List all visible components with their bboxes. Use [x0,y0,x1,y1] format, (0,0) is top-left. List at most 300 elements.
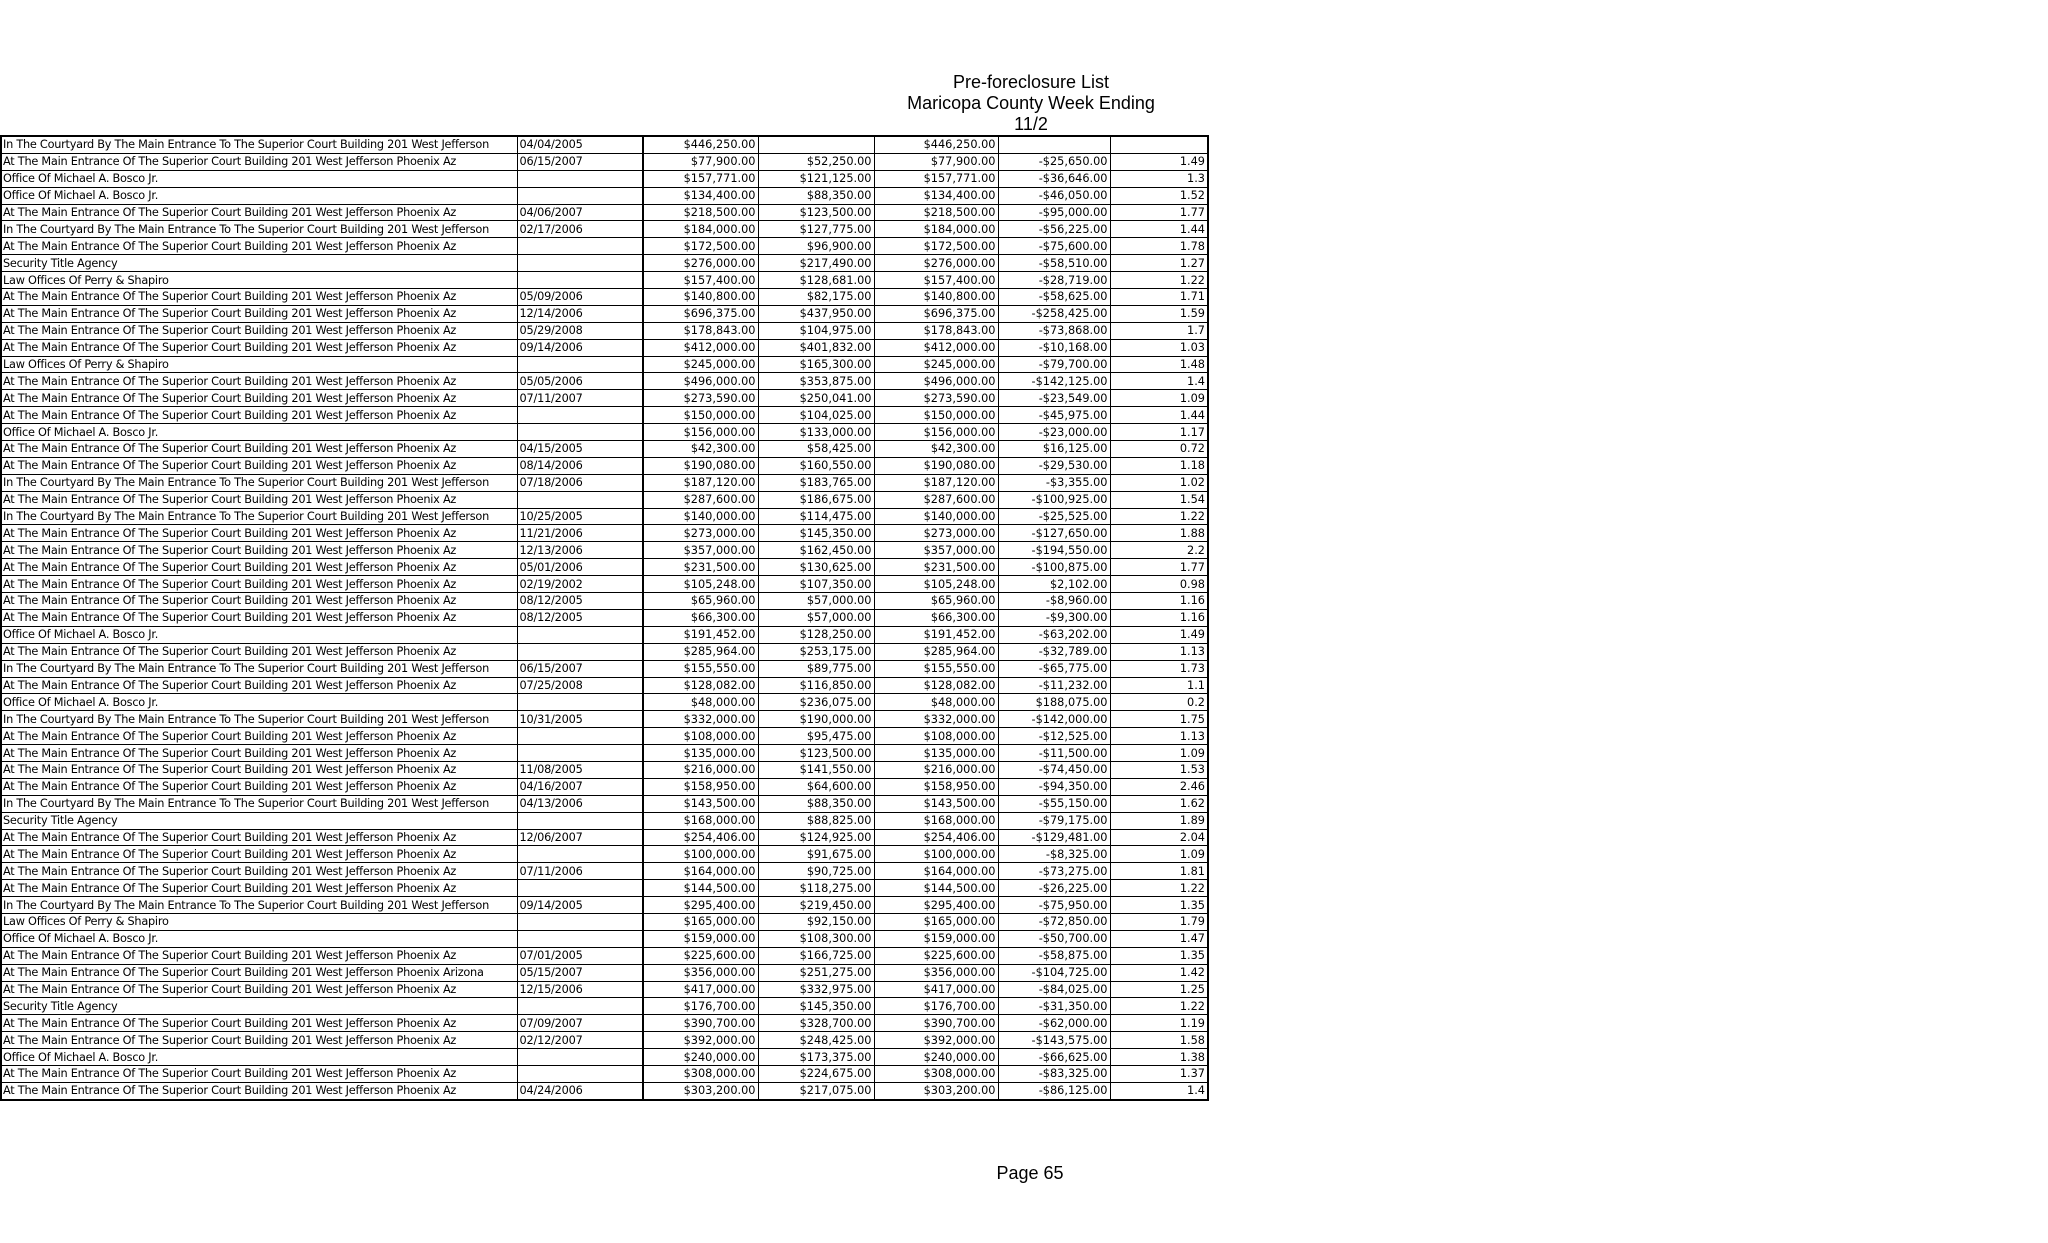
sale-location-cell: Security Title Agency [1,998,517,1015]
sale-location-cell: At The Main Entrance Of The Superior Court Building 201 West Jefferson Phoenix Az [1,778,517,795]
table-row [1,1015,1208,1032]
table-row [1,660,1208,677]
recording-date-cell: 02/12/2007 [517,1032,643,1049]
loan-amount-cell: $128,082.00 [643,677,758,694]
sale-location-cell: In The Courtyard By The Main Entrance To The Superior Court Building 201 West Jefferson [1,136,517,153]
ratio-cell: 1.44 [1110,221,1208,238]
sale-location-cell: At The Main Entrance Of The Superior Court Building 201 West Jefferson Phoenix Az [1,677,517,694]
sale-location-cell: In The Courtyard By The Main Entrance To The Superior Court Building 201 West Jefferson [1,897,517,914]
ratio-cell: 1.81 [1110,863,1208,880]
table-row [1,778,1208,795]
loan-amount-cell: $295,400.00 [643,897,758,914]
preforeclosure-table [0,135,1209,1101]
ratio-cell [1110,136,1208,153]
ratio-cell: 1.52 [1110,187,1208,204]
difference-cell: -$58,875.00 [998,947,1110,964]
amount-cell: $156,000.00 [874,424,998,441]
amount-cell: $77,900.00 [874,153,998,170]
amount-cell: $128,082.00 [874,677,998,694]
amount-cell: $245,000.00 [874,356,998,373]
difference-cell [998,136,1110,153]
sale-location-cell: At The Main Entrance Of The Superior Court Building 201 West Jefferson Phoenix Az [1,305,517,322]
recording-date-cell: 12/06/2007 [517,829,643,846]
recording-date-cell: 12/14/2006 [517,305,643,322]
loan-amount-cell: $165,000.00 [643,913,758,930]
assessed-value-cell: $82,175.00 [758,289,874,306]
amount-cell: $285,964.00 [874,643,998,660]
recording-date-cell: 07/11/2007 [517,390,643,407]
ratio-cell: 1.49 [1110,626,1208,643]
recording-date-cell [517,272,643,289]
table-row [1,356,1208,373]
difference-cell: $16,125.00 [998,441,1110,458]
sale-location-cell: In The Courtyard By The Main Entrance To The Superior Court Building 201 West Jefferson [1,221,517,238]
ratio-cell: 1.19 [1110,1015,1208,1032]
table-row [1,474,1208,491]
ratio-cell: 0.72 [1110,441,1208,458]
assessed-value-cell: $332,975.00 [758,981,874,998]
assessed-value-cell: $123,500.00 [758,204,874,221]
assessed-value-cell: $145,350.00 [758,998,874,1015]
assessed-value-cell [758,136,874,153]
sale-location-cell: At The Main Entrance Of The Superior Court Building 201 West Jefferson Phoenix Az [1,289,517,306]
sale-location-cell: At The Main Entrance Of The Superior Court Building 201 West Jefferson Phoenix Az [1,153,517,170]
recording-date-cell [517,356,643,373]
amount-cell: $159,000.00 [874,930,998,947]
loan-amount-cell: $172,500.00 [643,238,758,255]
sale-location-cell: In The Courtyard By The Main Entrance To The Superior Court Building 201 West Jefferson [1,660,517,677]
difference-cell: -$46,050.00 [998,187,1110,204]
loan-amount-cell: $254,406.00 [643,829,758,846]
difference-cell: -$127,650.00 [998,525,1110,542]
recording-date-cell [517,846,643,863]
recording-date-cell [517,187,643,204]
recording-date-cell: 06/15/2007 [517,660,643,677]
loan-amount-cell: $190,080.00 [643,457,758,474]
difference-cell: -$86,125.00 [998,1082,1110,1099]
amount-cell: $225,600.00 [874,947,998,964]
difference-cell: $188,075.00 [998,694,1110,711]
amount-cell: $105,248.00 [874,576,998,593]
loan-amount-cell: $231,500.00 [643,559,758,576]
table-row [1,204,1208,221]
amount-cell: $143,500.00 [874,795,998,812]
difference-cell: -$142,000.00 [998,711,1110,728]
loan-amount-cell: $168,000.00 [643,812,758,829]
sale-location-cell: Office Of Michael A. Bosco Jr. [1,626,517,643]
table-row [1,424,1208,441]
ratio-cell: 1.78 [1110,238,1208,255]
difference-cell: -$194,550.00 [998,542,1110,559]
assessed-value-cell: $251,275.00 [758,964,874,981]
recording-date-cell: 04/15/2005 [517,441,643,458]
assessed-value-cell: $116,850.00 [758,677,874,694]
amount-cell: $392,000.00 [874,1032,998,1049]
table-row [1,947,1208,964]
difference-cell: -$3,355.00 [998,474,1110,491]
assessed-value-cell: $57,000.00 [758,609,874,626]
amount-cell: $190,080.00 [874,457,998,474]
difference-cell: -$84,025.00 [998,981,1110,998]
amount-cell: $446,250.00 [874,136,998,153]
ratio-cell: 1.59 [1110,305,1208,322]
assessed-value-cell: $160,550.00 [758,457,874,474]
ratio-cell: 2.2 [1110,542,1208,559]
table-row [1,289,1208,306]
ratio-cell: 1.89 [1110,812,1208,829]
loan-amount-cell: $276,000.00 [643,255,758,272]
loan-amount-cell: $216,000.00 [643,761,758,778]
amount-cell: $276,000.00 [874,255,998,272]
ratio-cell: 1.58 [1110,1032,1208,1049]
table-row [1,728,1208,745]
assessed-value-cell: $107,350.00 [758,576,874,593]
ratio-cell: 1.27 [1110,255,1208,272]
sale-location-cell: Office Of Michael A. Bosco Jr. [1,930,517,947]
table-row [1,761,1208,778]
table-row [1,407,1208,424]
loan-amount-cell: $176,700.00 [643,998,758,1015]
recording-date-cell: 04/16/2007 [517,778,643,795]
difference-cell: -$50,700.00 [998,930,1110,947]
recording-date-cell [517,913,643,930]
ratio-cell: 1.53 [1110,761,1208,778]
ratio-cell: 1.35 [1110,897,1208,914]
difference-cell: -$45,975.00 [998,407,1110,424]
ratio-cell: 1.37 [1110,1065,1208,1082]
page-title: Pre-foreclosure List [952,72,1110,92]
difference-cell: -$25,525.00 [998,508,1110,525]
ratio-cell: 1.71 [1110,289,1208,306]
loan-amount-cell: $696,375.00 [643,305,758,322]
amount-cell: $390,700.00 [874,1015,998,1032]
sale-location-cell: At The Main Entrance Of The Superior Court Building 201 West Jefferson Phoenix Az [1,829,517,846]
page-number: Page 65 [996,1163,1064,1183]
amount-cell: $254,406.00 [874,829,998,846]
sale-location-cell: At The Main Entrance Of The Superior Court Building 201 West Jefferson Phoenix Az [1,457,517,474]
sale-location-cell: At The Main Entrance Of The Superior Court Building 201 West Jefferson Phoenix Az [1,761,517,778]
difference-cell: -$62,000.00 [998,1015,1110,1032]
loan-amount-cell: $273,000.00 [643,525,758,542]
loan-amount-cell: $140,000.00 [643,508,758,525]
table-row [1,897,1208,914]
amount-cell: $108,000.00 [874,728,998,745]
recording-date-cell: 10/25/2005 [517,508,643,525]
ratio-cell: 1.17 [1110,424,1208,441]
recording-date-cell: 09/14/2006 [517,339,643,356]
assessed-value-cell: $145,350.00 [758,525,874,542]
loan-amount-cell: $150,000.00 [643,407,758,424]
loan-amount-cell: $303,200.00 [643,1082,758,1099]
page-subtitle: Maricopa County Week Ending 11/2 [907,93,1155,134]
assessed-value-cell: $353,875.00 [758,373,874,390]
ratio-cell: 1.02 [1110,474,1208,491]
assessed-value-cell: $88,825.00 [758,812,874,829]
recording-date-cell [517,407,643,424]
table-body [1,136,1208,1100]
amount-cell: $184,000.00 [874,221,998,238]
loan-amount-cell: $140,800.00 [643,289,758,306]
assessed-value-cell: $186,675.00 [758,491,874,508]
table-row [1,998,1208,1015]
assessed-value-cell: $58,425.00 [758,441,874,458]
assessed-value-cell: $91,675.00 [758,846,874,863]
loan-amount-cell: $412,000.00 [643,339,758,356]
assessed-value-cell: $130,625.00 [758,559,874,576]
amount-cell: $134,400.00 [874,187,998,204]
amount-cell: $144,500.00 [874,880,998,897]
assessed-value-cell: $124,925.00 [758,829,874,846]
ratio-cell: 1.7 [1110,322,1208,339]
sale-location-cell: Office Of Michael A. Bosco Jr. [1,187,517,204]
amount-cell: $412,000.00 [874,339,998,356]
recording-date-cell: 05/15/2007 [517,964,643,981]
ratio-cell: 1.49 [1110,153,1208,170]
ratio-cell: 1.79 [1110,913,1208,930]
amount-cell: $216,000.00 [874,761,998,778]
loan-amount-cell: $287,600.00 [643,491,758,508]
difference-cell: -$129,481.00 [998,829,1110,846]
loan-amount-cell: $135,000.00 [643,745,758,762]
table-row [1,711,1208,728]
table-row [1,491,1208,508]
sale-location-cell: At The Main Entrance Of The Superior Court Building 201 West Jefferson Phoenix Az [1,1065,517,1082]
recording-date-cell: 05/01/2006 [517,559,643,576]
sale-location-cell: Security Title Agency [1,812,517,829]
recording-date-cell [517,880,643,897]
assessed-value-cell: $104,975.00 [758,322,874,339]
amount-cell: $240,000.00 [874,1049,998,1066]
recording-date-cell: 08/12/2005 [517,609,643,626]
assessed-value-cell: $95,475.00 [758,728,874,745]
ratio-cell: 1.16 [1110,609,1208,626]
difference-cell: -$26,225.00 [998,880,1110,897]
difference-cell: -$58,625.00 [998,289,1110,306]
ratio-cell: 1.77 [1110,559,1208,576]
loan-amount-cell: $285,964.00 [643,643,758,660]
ratio-cell: 1.75 [1110,711,1208,728]
loan-amount-cell: $356,000.00 [643,964,758,981]
ratio-cell: 1.42 [1110,964,1208,981]
loan-amount-cell: $164,000.00 [643,863,758,880]
assessed-value-cell: $92,150.00 [758,913,874,930]
loan-amount-cell: $187,120.00 [643,474,758,491]
difference-cell: -$73,275.00 [998,863,1110,880]
table-row [1,745,1208,762]
loan-amount-cell: $155,550.00 [643,660,758,677]
loan-amount-cell: $308,000.00 [643,1065,758,1082]
assessed-value-cell: $96,900.00 [758,238,874,255]
loan-amount-cell: $332,000.00 [643,711,758,728]
sale-location-cell: Law Offices Of Perry & Shapiro [1,913,517,930]
ratio-cell: 1.44 [1110,407,1208,424]
loan-amount-cell: $446,250.00 [643,136,758,153]
difference-cell: -$58,510.00 [998,255,1110,272]
table-row [1,1065,1208,1082]
recording-date-cell [517,170,643,187]
table-row [1,153,1208,170]
difference-cell: -$65,775.00 [998,660,1110,677]
ratio-cell: 1.88 [1110,525,1208,542]
sale-location-cell: At The Main Entrance Of The Superior Court Building 201 West Jefferson Phoenix Az [1,880,517,897]
difference-cell: -$72,850.00 [998,913,1110,930]
difference-cell: -$23,549.00 [998,390,1110,407]
assessed-value-cell: $166,725.00 [758,947,874,964]
ratio-cell: 1.77 [1110,204,1208,221]
sale-location-cell: At The Main Entrance Of The Superior Court Building 201 West Jefferson Phoenix Az [1,204,517,221]
loan-amount-cell: $105,248.00 [643,576,758,593]
sale-location-cell: At The Main Entrance Of The Superior Court Building 201 West Jefferson Phoenix Az [1,559,517,576]
difference-cell: -$32,789.00 [998,643,1110,660]
ratio-cell: 1.62 [1110,795,1208,812]
assessed-value-cell: $236,075.00 [758,694,874,711]
amount-cell: $273,590.00 [874,390,998,407]
table-row [1,677,1208,694]
table-row [1,322,1208,339]
recording-date-cell: 09/14/2005 [517,897,643,914]
difference-cell: -$83,325.00 [998,1065,1110,1082]
sale-location-cell: At The Main Entrance Of The Superior Court Building 201 West Jefferson Phoenix Az [1,1032,517,1049]
difference-cell: -$10,168.00 [998,339,1110,356]
table-row [1,829,1208,846]
table-row [1,136,1208,153]
ratio-cell: 2.46 [1110,778,1208,795]
ratio-cell: 1.3 [1110,170,1208,187]
ratio-cell: 1.4 [1110,373,1208,390]
sale-location-cell: At The Main Entrance Of The Superior Court Building 201 West Jefferson Phoenix Az [1,373,517,390]
loan-amount-cell: $178,843.00 [643,322,758,339]
sale-location-cell: At The Main Entrance Of The Superior Court Building 201 West Jefferson Phoenix Az [1,542,517,559]
loan-amount-cell: $156,000.00 [643,424,758,441]
loan-amount-cell: $66,300.00 [643,609,758,626]
amount-cell: $178,843.00 [874,322,998,339]
assessed-value-cell: $118,275.00 [758,880,874,897]
assessed-value-cell: $253,175.00 [758,643,874,660]
ratio-cell: 1.54 [1110,491,1208,508]
table-row [1,593,1208,610]
difference-cell: -$143,575.00 [998,1032,1110,1049]
recording-date-cell: 07/09/2007 [517,1015,643,1032]
recording-date-cell [517,491,643,508]
ratio-cell: 1.18 [1110,457,1208,474]
recording-date-cell: 12/13/2006 [517,542,643,559]
recording-date-cell: 10/31/2005 [517,711,643,728]
amount-cell: $165,000.00 [874,913,998,930]
sale-location-cell: Law Offices Of Perry & Shapiro [1,272,517,289]
assessed-value-cell: $121,125.00 [758,170,874,187]
ratio-cell: 1.22 [1110,998,1208,1015]
loan-amount-cell: $240,000.00 [643,1049,758,1066]
recording-date-cell [517,812,643,829]
amount-cell: $187,120.00 [874,474,998,491]
amount-cell: $357,000.00 [874,542,998,559]
assessed-value-cell: $165,300.00 [758,356,874,373]
amount-cell: $42,300.00 [874,441,998,458]
amount-cell: $273,000.00 [874,525,998,542]
sale-location-cell: At The Main Entrance Of The Superior Court Building 201 West Jefferson Phoenix Az [1,491,517,508]
difference-cell: -$100,925.00 [998,491,1110,508]
table-row [1,272,1208,289]
recording-date-cell: 07/18/2006 [517,474,643,491]
recording-date-cell [517,255,643,272]
sale-location-cell: Office Of Michael A. Bosco Jr. [1,694,517,711]
sale-location-cell: At The Main Entrance Of The Superior Court Building 201 West Jefferson Phoenix Az [1,728,517,745]
sale-location-cell: Office Of Michael A. Bosco Jr. [1,1049,517,1066]
ratio-cell: 1.47 [1110,930,1208,947]
recording-date-cell: 04/04/2005 [517,136,643,153]
difference-cell: -$29,530.00 [998,457,1110,474]
assessed-value-cell: $401,832.00 [758,339,874,356]
sale-location-cell: In The Courtyard By The Main Entrance To The Superior Court Building 201 West Jefferson [1,508,517,525]
assessed-value-cell: $141,550.00 [758,761,874,778]
table-row [1,187,1208,204]
recording-date-cell [517,238,643,255]
amount-cell: $696,375.00 [874,305,998,322]
amount-cell: $150,000.00 [874,407,998,424]
difference-cell: -$11,500.00 [998,745,1110,762]
ratio-cell: 1.22 [1110,272,1208,289]
table-row [1,1032,1208,1049]
sale-location-cell: At The Main Entrance Of The Superior Court Building 201 West Jefferson Phoenix Az [1,593,517,610]
recording-date-cell: 05/09/2006 [517,289,643,306]
ratio-cell: 1.35 [1110,947,1208,964]
assessed-value-cell: $328,700.00 [758,1015,874,1032]
loan-amount-cell: $390,700.00 [643,1015,758,1032]
loan-amount-cell: $108,000.00 [643,728,758,745]
sale-location-cell: At The Main Entrance Of The Superior Court Building 201 West Jefferson Phoenix Az [1,238,517,255]
amount-cell: $176,700.00 [874,998,998,1015]
amount-cell: $66,300.00 [874,609,998,626]
amount-cell: $135,000.00 [874,745,998,762]
assessed-value-cell: $114,475.00 [758,508,874,525]
sale-location-cell: At The Main Entrance Of The Superior Court Building 201 West Jefferson Phoenix Az [1,322,517,339]
sale-location-cell: At The Main Entrance Of The Superior Court Building 201 West Jefferson Phoenix Az [1,981,517,998]
amount-cell: $191,452.00 [874,626,998,643]
difference-cell: -$63,202.00 [998,626,1110,643]
amount-cell: $158,950.00 [874,778,998,795]
loan-amount-cell: $357,000.00 [643,542,758,559]
recording-date-cell: 04/24/2006 [517,1082,643,1099]
difference-cell: -$104,725.00 [998,964,1110,981]
sale-location-cell: At The Main Entrance Of The Superior Court Building 201 West Jefferson Phoenix Az [1,745,517,762]
amount-cell: $496,000.00 [874,373,998,390]
assessed-value-cell: $57,000.00 [758,593,874,610]
loan-amount-cell: $157,771.00 [643,170,758,187]
difference-cell: -$8,325.00 [998,846,1110,863]
difference-cell: -$79,175.00 [998,812,1110,829]
amount-cell: $48,000.00 [874,694,998,711]
recording-date-cell [517,643,643,660]
table-row [1,626,1208,643]
difference-cell: -$12,525.00 [998,728,1110,745]
amount-cell: $218,500.00 [874,204,998,221]
sale-location-cell: At The Main Entrance Of The Superior Court Building 201 West Jefferson Phoenix Az [1,525,517,542]
loan-amount-cell: $100,000.00 [643,846,758,863]
table-row [1,643,1208,660]
ratio-cell: 1.09 [1110,390,1208,407]
difference-cell: -$94,350.00 [998,778,1110,795]
loan-amount-cell: $191,452.00 [643,626,758,643]
ratio-cell: 1.16 [1110,593,1208,610]
recording-date-cell: 02/19/2002 [517,576,643,593]
table-row [1,441,1208,458]
assessed-value-cell: $133,000.00 [758,424,874,441]
sale-location-cell: At The Main Entrance Of The Superior Court Building 201 West Jefferson Phoenix Az [1,576,517,593]
difference-cell: -$8,960.00 [998,593,1110,610]
ratio-cell: 0.2 [1110,694,1208,711]
loan-amount-cell: $417,000.00 [643,981,758,998]
sale-location-cell: At The Main Entrance Of The Superior Court Building 201 West Jefferson Phoenix Az [1,441,517,458]
